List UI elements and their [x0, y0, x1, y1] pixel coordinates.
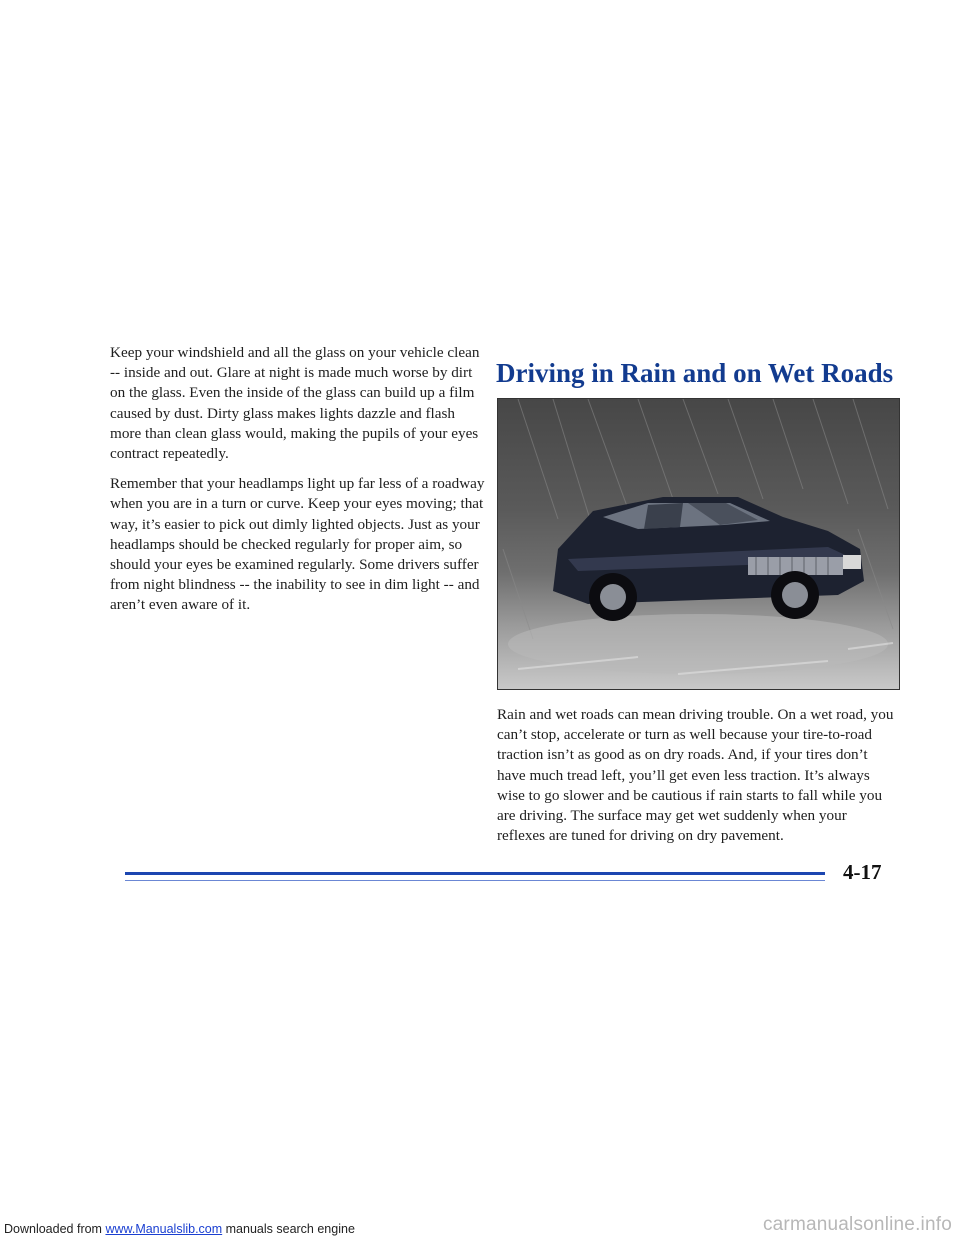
page-number: 4-17 [843, 860, 882, 884]
footer-prefix: Downloaded from [4, 1222, 106, 1236]
watermark: carmanualsonline.info [762, 1214, 952, 1235]
car-in-rain-illustration [497, 398, 900, 690]
manualslib-link[interactable]: www.Manualslib.com [105, 1222, 223, 1236]
paragraph-windshield: Keep your windshield and all the glass on your vehicle clean -- inside and out. Glare at night is made much worse by dirt on the glass. Even the inside of the glass can build up a film caused by dust. Dirty glass makes lights dazzle and flash more than clean glass would, making the pupils of your eyes contract repeatedly. [110, 344, 480, 463]
paragraph-rain: Rain and wet roads can mean driving trouble. On a wet road, you can’t stop, accelerate or turn as well because your tire-to-road traction isn’t as good as on dry roads. And, if your tires don’t have much tread left, you’ll get even less traction. It’s always wise to go slower and be cautious if rain starts to fall while you are driving. The surface may get wet suddenly when your reflexes are tuned for driving on dry pavement. [497, 706, 894, 845]
download-footer [4, 1222, 355, 1236]
right-column [497, 705, 897, 846]
footer-rule-thin [125, 880, 825, 881]
footer-rule [125, 872, 825, 875]
left-column [110, 343, 485, 626]
footer-suffix: manuals search engine [222, 1222, 355, 1236]
paragraph-headlamps: Remember that your headlamps light up far less of a roadway when you are in a turn or curve. Keep your eyes moving; that way, it’s easier to pick out dimly lighted objects. Just as your headlamps should be checked regularly for proper aim, so should your eyes be examined regularly. Some drivers suffer from night blindness -- the inability to see in dim light -- and aren’t even aware of it. [110, 475, 485, 614]
section-heading: Driving in Rain and on Wet Roads [496, 358, 894, 388]
